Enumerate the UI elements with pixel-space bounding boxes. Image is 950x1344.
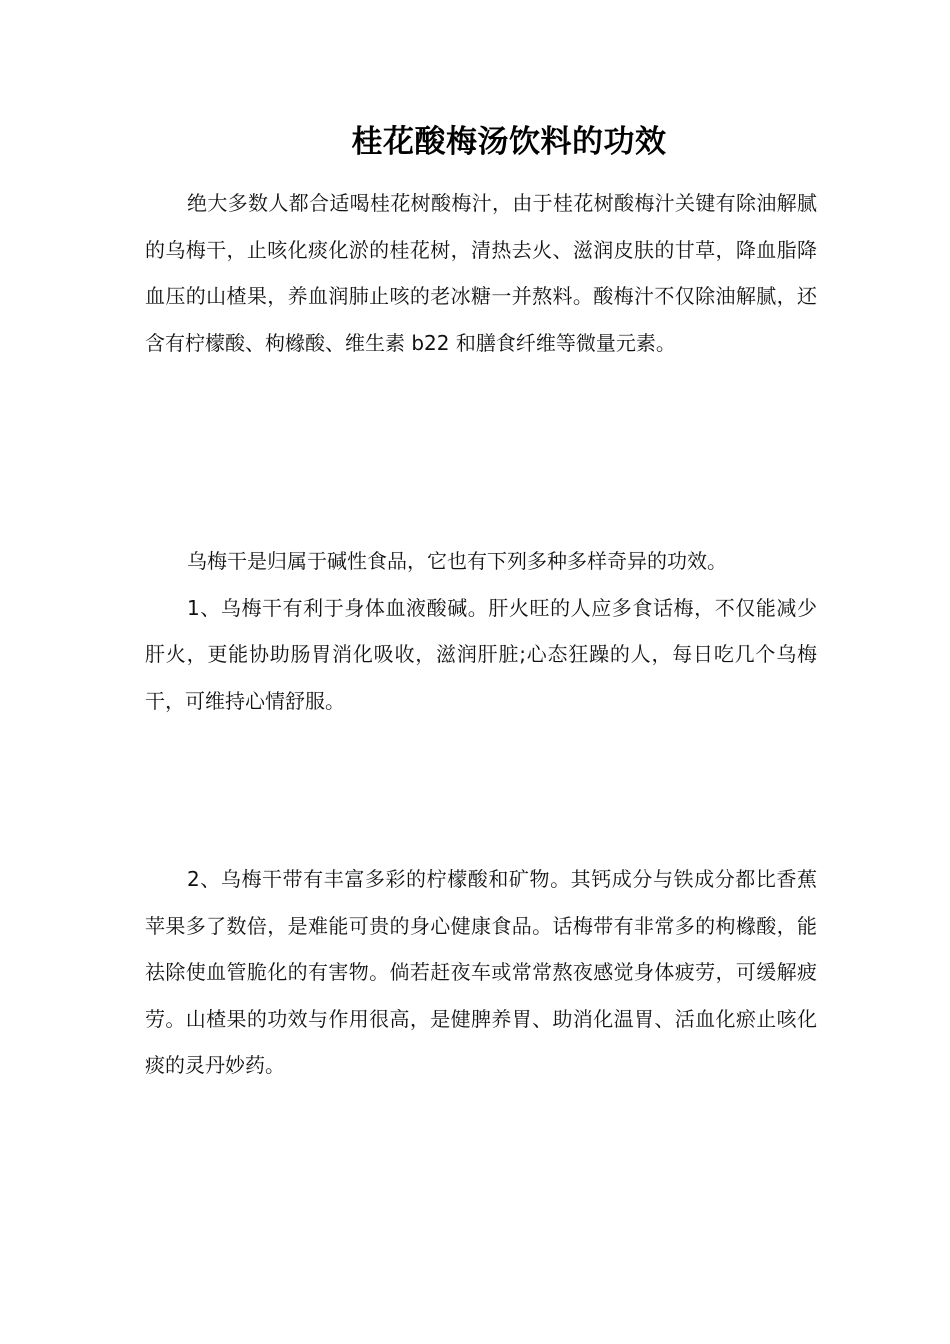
paragraph-group-benefit-2 — [145, 856, 817, 1089]
paragraph-group-intro — [145, 180, 817, 366]
paragraph-benefits-lead: 乌梅干是归属于碱性食品，它也有下列多种多样奇异的功效。 — [187, 549, 727, 573]
paragraph-group-benefits — [145, 538, 817, 724]
paragraph-intro: 绝大多数人都合适喝桂花树酸梅汁，由于桂花树酸梅汁关键有除油解腻的乌梅干，止咳化痰化淤的桂花树，清热去火、滋润皮肤的甘草，降血脂降血压的山楂果，养血润肺止咳的老冰糖一并熬料。酸梅汁不仅除油解腻，还含有柠檬酸、枸橼酸、维生素 b22 和膳食纤维等微量元素。 — [145, 191, 817, 355]
paragraph-benefit-1: 1、乌梅干有利于身体血液酸碱。肝火旺的人应多食话梅，不仅能减少肝火，更能协助肠胃消化吸收，滋润肝脏;心态狂躁的人，每日吃几个乌梅干，可维持心情舒服。 — [145, 595, 817, 713]
document-title: 桂花酸梅汤饮料的功效 — [351, 124, 667, 160]
paragraph-benefit-2: 2、乌梅干带有丰富多彩的柠檬酸和矿物。其钙成分与铁成分都比香蕉苹果多了数倍，是难能可贵的身心健康食品。话梅带有非常多的枸橼酸，能祛除使血管脆化的有害物。倘若赶夜车或常常熬夜感觉身体疲劳，可缓解疲劳。山楂果的功效与作用很高，是健脾养胃、助消化温胃、活血化瘀止咳化痰的灵丹妙药。 — [145, 867, 817, 1077]
